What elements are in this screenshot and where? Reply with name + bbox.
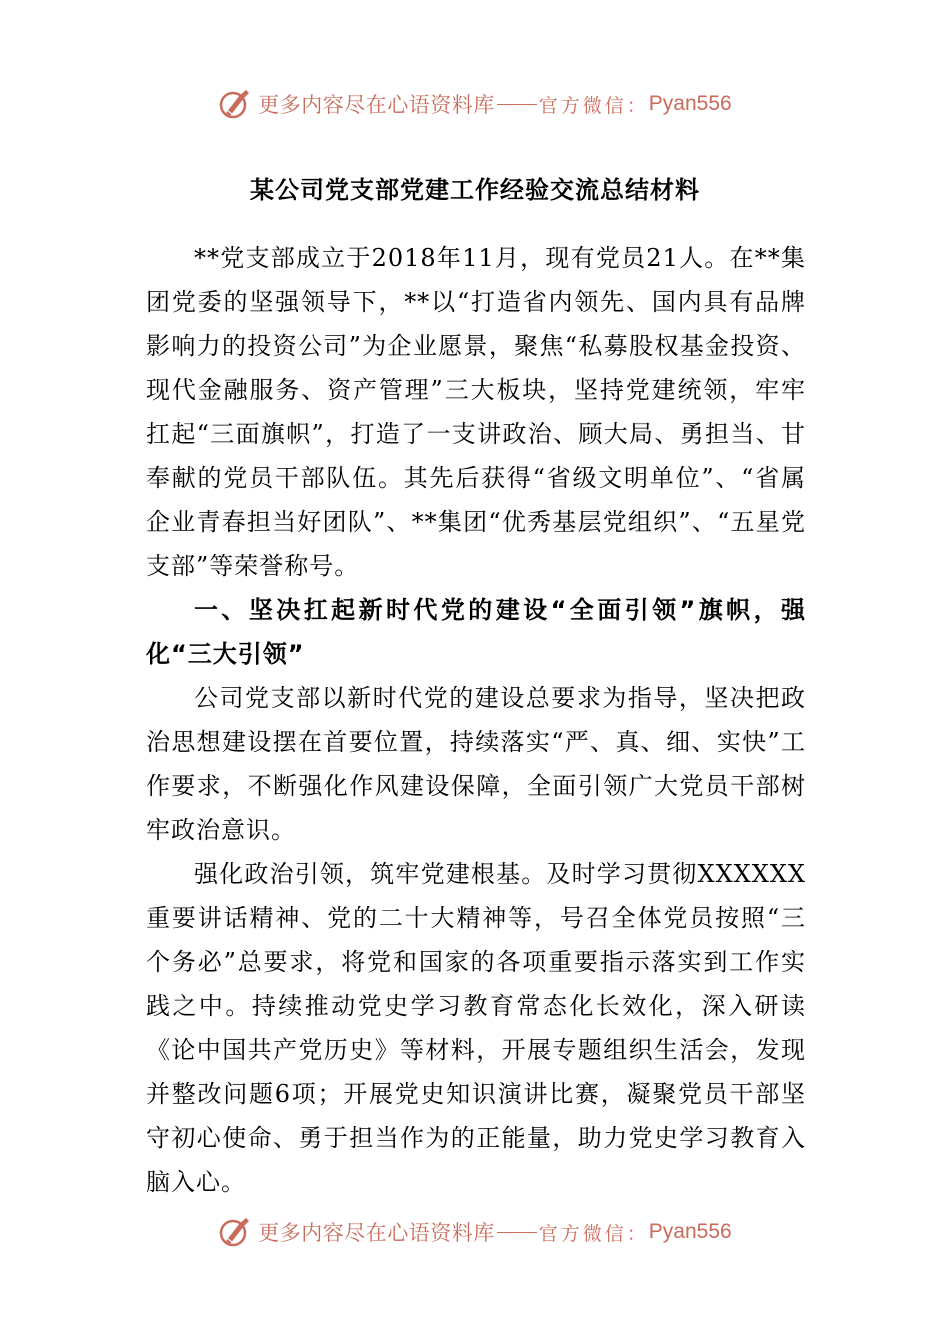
watermark-sub-text: 官方微信： bbox=[538, 1222, 649, 1245]
document-body bbox=[146, 236, 806, 1204]
watermark-wechat-id: Pyan556 bbox=[648, 92, 732, 115]
watermark-main-text: 更多内容尽在心语资料库 bbox=[258, 1221, 495, 1245]
footer-watermark bbox=[0, 1212, 950, 1252]
document-title: 某公司党支部党建工作经验交流总结材料 bbox=[250, 176, 700, 204]
pen-circle-logo-icon bbox=[218, 87, 252, 121]
watermark-dash bbox=[497, 1232, 537, 1233]
watermark-main-text: 更多内容尽在心语资料库 bbox=[258, 93, 495, 117]
section-1-paragraph-1: 公司党支部以新时代党的建设总要求为指导，坚决把政治思想建设摆在首要位置，持续落实“严、真、细、实快”工作要求，不断强化作风建设保障，全面引领广大党员干部树牢政治意识。 bbox=[146, 684, 806, 844]
intro-paragraph: **党支部成立于2018年11月，现有党员21人。在**集团党委的坚强领导下，**以“打造省内领先、国内具有品牌影响力的投资公司”为企业愿景，聚焦“私募股权基金投资、现代金融服务、资产管理”三大板块，坚持党建统领，牢牢扛起“三面旗帜”，打造了一支讲政治、顾大局、勇担当、甘奉献的党员干部队伍。其先后获得“省级文明单位”、“省属企业青春担当好团队”、**集团“优秀基层党组织”、“五星党支部”等荣誉称号。 bbox=[146, 244, 806, 580]
watermark-dash bbox=[497, 104, 537, 105]
pen-circle-logo-icon bbox=[218, 1215, 252, 1249]
watermark-wechat-id: Pyan556 bbox=[648, 1220, 732, 1243]
header-watermark bbox=[0, 84, 950, 124]
section-1-paragraph-2: 强化政治引领，筑牢党建根基。及时学习贯彻XXXXXX重要讲话精神、党的二十大精神等，号召全体党员按照“三个务必”总要求，将党和国家的各项重要指示落实到工作实践之中。持续推动党史学习教育常态化长效化，深入研读《论中国共产党历史》等材料，开展专题组织生活会，发现并整改问题6项；开展党史知识演讲比赛，凝聚党员干部坚守初心使命、勇于担当作为的正能量，助力党史学习教育入脑入心。 bbox=[146, 860, 806, 1196]
watermark-sub-text: 官方微信： bbox=[538, 94, 649, 117]
section-1-heading: 一、坚决扛起新时代党的建设“全面引领”旗帜，强化“三大引领” bbox=[146, 596, 806, 668]
